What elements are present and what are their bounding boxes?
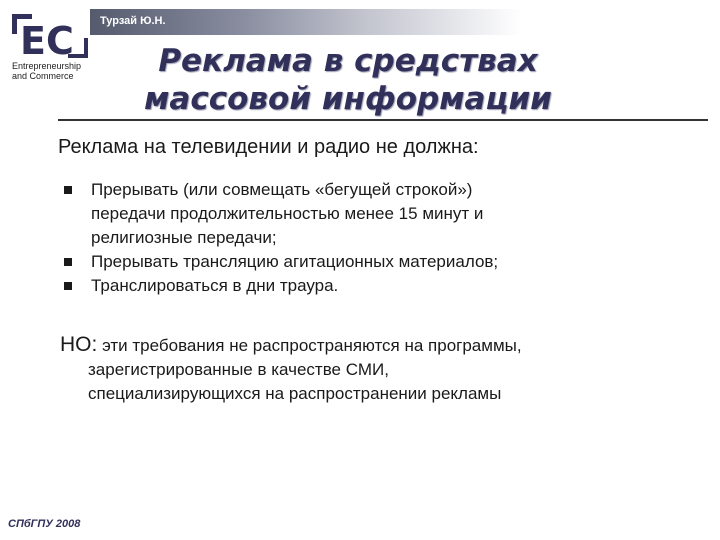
note-line-3: специализирующихся на распространении рекламы <box>88 384 502 403</box>
square-bullet-icon <box>64 282 72 290</box>
note-line-1: эти требования не распространяются на программы, <box>102 336 522 355</box>
bullet-item <box>64 250 604 274</box>
bullet-list <box>64 178 604 298</box>
note-paragraph <box>60 333 660 406</box>
bullet-line: Прерывать (или совмещать «бегущей строкой») <box>91 180 473 199</box>
bullet-line: Прерывать трансляцию агитационных материалов; <box>91 252 499 271</box>
note-line-2: зарегистрированные в качестве СМИ, <box>88 360 389 379</box>
logo-text: EC <box>20 19 74 63</box>
author-name: Турзай Ю.Н. <box>100 15 166 27</box>
title-divider <box>58 119 708 121</box>
note-lead: НО: <box>60 333 98 356</box>
bullet-line: Транслироваться в дни траура. <box>91 276 339 295</box>
bullet-item <box>64 274 604 298</box>
subtitle: Реклама на телевидении и радио не должна: <box>58 136 479 158</box>
logo-caption: Entrepreneurship and Commerce <box>12 61 82 81</box>
square-bullet-icon <box>64 186 72 194</box>
square-bullet-icon <box>64 258 72 266</box>
bullet-line: религиозные передачи; <box>91 228 277 247</box>
header-bar <box>90 9 707 35</box>
footer-label: СПбГПУ 2008 <box>8 518 81 530</box>
title-line-1: Реклама в средствах <box>158 43 538 79</box>
slide-title <box>120 42 576 118</box>
title-line-2: массовой информации <box>144 81 552 117</box>
bullet-line: передачи продолжительностью менее 15 минут и <box>91 204 484 223</box>
bullet-item <box>64 178 604 250</box>
